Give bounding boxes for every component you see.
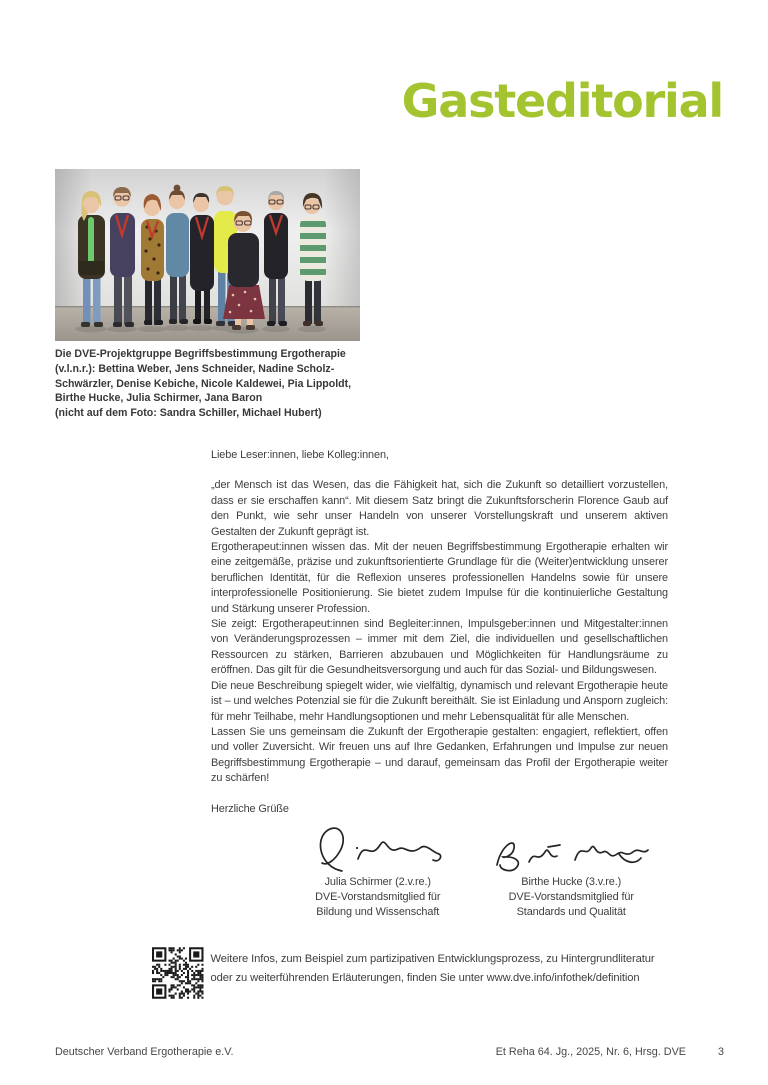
journal-info: Et Reha 64. Jg., 2025, Nr. 6, Hrsg. DVE (495, 1046, 686, 1058)
closing-greeting: Herzliche Grüße (211, 802, 289, 815)
signature-block-birthe-hucke (475, 823, 669, 921)
salutation: Liebe Leser:innen, liebe Kolleg:innen, (211, 449, 389, 461)
caption-line: (nicht auf dem Foto: Sandra Schiller, Michael Hubert) (55, 407, 322, 420)
qr-code (152, 947, 204, 999)
signatory-role: DVE-Vorstandsmitglied für (315, 891, 441, 904)
signatory-department: Bildung und Wissenschaft (316, 906, 440, 919)
photo-caption (55, 347, 390, 421)
paragraph: Ergotherapeut:innen wissen das. Mit der neuen Begriffsbestimmung Ergotherapie erhalten wir eine zeitgemäße, präzise und zukunftsorientierte Grundlage für die (Weiter)entwicklung unserer beruflichen Identität, für die Reflexion unseres professionellen Handelns sowie für unsere interprofessionelle Positionierung. Sie bietet zudem Impulse für die kontinuierliche Gestaltung und Stärkung unserer Profession. (211, 541, 668, 615)
group-photo-illustration (55, 169, 360, 341)
info-text: Weitere Infos, zum Beispiel zum partizipativen Entwicklungsprozess, zu Hintergrundliteratur oder zu weiterführenden Erläuterungen, finden Sie unter www.dve.info/infothek/definition (210, 952, 655, 985)
page-title: Gasteditorial (401, 74, 723, 128)
signature-julia-schirmer-icon (308, 823, 448, 875)
caption-line: Schwärzler, Denise Kebiche, Nicole Kaldewei, Pia Lippoldt, (55, 377, 352, 390)
caption-line: (v.l.n.r.): Bettina Weber, Jens Schneider, Nadine Scholz- (55, 362, 335, 375)
signatory-role: DVE-Vorstandsmitglied für (508, 891, 634, 904)
signatory-name: Julia Schirmer (2.v.re.) (324, 875, 431, 888)
caption-line: Birthe Hucke, Julia Schirmer, Jana Baron (55, 392, 263, 405)
page-number: 3 (717, 1046, 724, 1058)
signature-birthe-hucke-icon (491, 835, 651, 875)
caption-line: Die DVE-Projektgruppe Begriffsbestimmung Ergotherapie (55, 348, 346, 360)
paragraph: Die neue Beschreibung spiegelt wider, wie vielfältig, dynamisch und relevant Ergotherapie heute ist – und welches Potenzial sie für die Zukunft bereithält. Sie ist Einladung und Ansporn zugleich: für mehr Teilhabe, mehr Handlungsoptionen und mehr Lebensqualität für alle Menschen. (211, 679, 668, 723)
paragraph: „der Mensch ist das Wesen, das die Fähigkeit hat, sich die Zukunft so detailliert vorzustellen, dass er sie erschaffen kann“. Mit diesem Satz bringt die Zukunftsforscherin Florence Gaub auf den Punkt, wie sehr unser Handeln von unserer Vorstellungskraft und unserem aktiven Gestalten der Zukunft geprägt ist. (211, 479, 668, 538)
more-info-section (152, 947, 668, 999)
paragraph: Sie zeigt: Ergotherapeut:innen sind Begleiter:innen, Impulsgeber:innen und Mitgestalter:innen von Veränderungsprozessen – immer mit dem Ziel, die individuellen und gesellschaftlichen Ressourcen zu stärken, Barrieren abzubauen und Möglichkeiten für Handlungsräume zu eröffnen. Das gilt für die Gesundheitsversorgung und auch für das Sozial- und Bildungswesen. (211, 618, 668, 677)
page-footer (55, 1046, 724, 1058)
editorial-text (211, 448, 668, 999)
signature-block-julia-schirmer (281, 823, 475, 921)
publisher-name: Deutscher Verband Ergotherapie e.V. (55, 1046, 234, 1058)
paragraph: Lassen Sie uns gemeinsam die Zukunft der Ergotherapie gestalten: engagiert, reflektiert, offen und voller Zuversicht. Wir freuen uns auf Ihre Gedanken, Erfahrungen und Impulse zur neuen Begriffsbestimmung Ergotherapie – und darauf, gemeinsam das Profil der Ergotherapie weiter zu schärfen! (211, 725, 668, 785)
signatures (211, 823, 668, 921)
signatory-department: Standards und Qualität (516, 906, 626, 919)
signatory-name: Birthe Hucke (3.v.re.) (521, 875, 622, 888)
group-photo (55, 169, 360, 341)
